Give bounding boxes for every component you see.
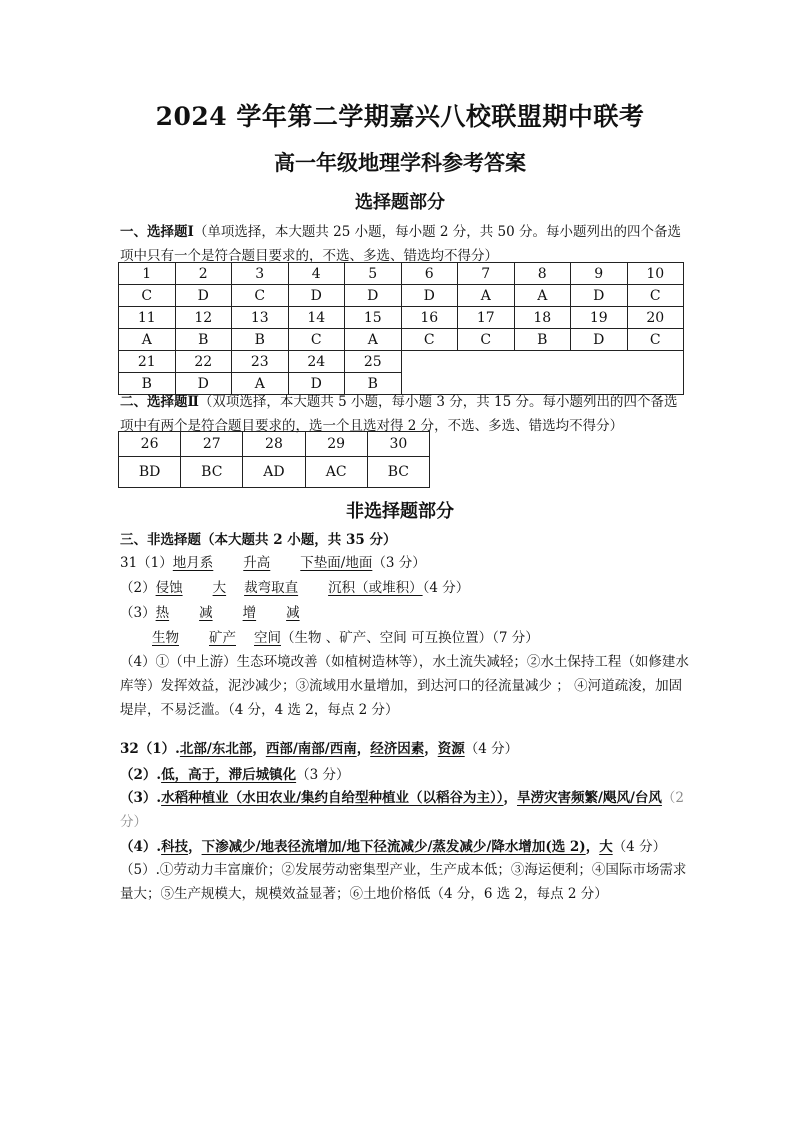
part1-label: 一、选择题Ⅰ (120, 224, 194, 240)
answer-cell: B (345, 373, 402, 395)
answer-row (119, 457, 430, 488)
document-subtitle: 高一年级地理学科参考答案 (274, 150, 526, 175)
answer-cell: D (175, 285, 232, 307)
q32-3-score: （2 分） (120, 790, 684, 830)
answer-cell: D (571, 285, 628, 307)
q32-1-answer-b: 西部/南部/西南 (265, 741, 357, 757)
q32-1-answer-d: 资源 (437, 741, 465, 757)
answer-cell: C (458, 329, 515, 351)
answer-cell: C (288, 329, 345, 351)
answer-cell: A (458, 285, 515, 307)
answer-cell: AD (243, 457, 305, 488)
question-number-cell: 17 (458, 307, 515, 329)
question-number-cell: 8 (514, 263, 571, 285)
q32-4-answer-b: 下渗减少/地表径流增加/地下径流减少/蒸发减少/降水增加(选 2) (201, 839, 586, 855)
answer-cell: C (232, 285, 289, 307)
answer-cell: D (571, 329, 628, 351)
q31-3-answer-b: 减 (199, 605, 213, 621)
q31-line2: （2）侵蚀 大 裁弯取直 沉积（或堆积）（4 分） (120, 580, 470, 596)
question-number-cell: 15 (345, 307, 402, 329)
question-number-cell: 25 (345, 351, 402, 373)
q32-4-answer-a: 科技 (161, 839, 189, 855)
question-number-cell: 10 (627, 263, 684, 285)
question-number-cell: 4 (288, 263, 345, 285)
q31-line1: 31（1）地月系 升高 下垫面/地面（3 分） (120, 555, 426, 571)
question-number-cell: 3 (232, 263, 289, 285)
question-number-cell: 11 (119, 307, 176, 329)
q32-4-answer-c: 大 (599, 839, 613, 855)
answer-cell: C (627, 329, 684, 351)
question-number-cell: 21 (119, 351, 176, 373)
answer-cell: C (119, 285, 176, 307)
q32-line2: （2）.低，高于，滞后城镇化（3 分） (120, 767, 350, 783)
part2-label: 二、选择题Ⅱ (120, 394, 199, 410)
q31-2-answer-a: 侵蚀 (155, 580, 183, 596)
q31-1-answer-b: 升高 (243, 555, 271, 571)
part2-text: （双项选择，本大题共 5 小题，每小题 3 分，共 15 分。每小题列出的四个备选项中有两个是符合题目要求的，选一个且选对得 2 分，不选、多选、错选均不得分） (120, 394, 678, 434)
q31-2-answer-c: 裁弯取直 (244, 580, 299, 596)
section-heading-nonchoice: 非选择题部分 (346, 501, 454, 522)
question-number-cell: 1 (119, 263, 176, 285)
q32-line5: （5）.①劳动力丰富廉价；②发展劳动密集型产业，生产成本低；③海运便利；④国际市场需求量大；⑤生产规模大，规模效益显著；⑥土地价格低（4 分，6 选 2，每点 2 分） (120, 862, 687, 902)
part1-instructions (120, 220, 690, 268)
q32-line4: （4）.科技，下渗减少/地表径流增加/地下径流减少/蒸发减少/降水增加(选 2)，大（4 分） (120, 839, 667, 855)
question-number-cell: 28 (243, 432, 305, 457)
q31-3-answer-c: 增 (242, 605, 257, 621)
question-number-row (119, 351, 684, 373)
question-number-cell: 23 (232, 351, 289, 373)
question-number-cell: 26 (119, 432, 181, 457)
q31-3-answer-e: 生物 (152, 630, 179, 646)
question-number-row (119, 432, 430, 457)
answer-cell: B (514, 329, 571, 351)
q31-3-answer-a: 热 (155, 605, 170, 621)
answer-row (119, 285, 684, 307)
question-number-cell: 27 (181, 432, 243, 457)
answer-cell: C (627, 285, 684, 307)
answer-cell: BD (119, 457, 181, 488)
q31-2-answer-d: 沉积（或堆积） (328, 580, 423, 596)
question-number-cell: 12 (175, 307, 232, 329)
answer-cell: A (345, 329, 402, 351)
section-heading-choice: 选择题部分 (355, 192, 445, 213)
answer-row (119, 329, 684, 351)
q32-3-answer-b: 旱涝灾害频繁/飓风/台风 (517, 790, 662, 806)
question-number-cell: 20 (627, 307, 684, 329)
question-number-cell: 13 (232, 307, 289, 329)
answer-cell: D (345, 285, 402, 307)
q32-1-answer-a: 北部/东北部 (179, 741, 253, 757)
q31-line5: （4）①（中上游）生态环境改善（如植树造林等），水土流失减轻；②水土保持工程（如修建水库等）发挥效益，泥沙减少；③流域用水量增加，到达河口的径流量减少 ； ④河道疏浚，加固堤岸，不易泛滥。（4 分，4 选 2，每点 2 分） (120, 654, 689, 718)
question-number-cell: 5 (345, 263, 402, 285)
empty-cell (401, 351, 684, 395)
document-title: 2024 学年第二学期嘉兴八校联盟期中联考 (155, 102, 645, 131)
q31-1-answer-a: 地月系 (172, 555, 214, 571)
question-number-cell: 19 (571, 307, 628, 329)
q31-3-answer-g: 空间 (254, 630, 281, 646)
q31-3-answer-f: 矿产 (209, 630, 236, 646)
question-number-cell: 30 (367, 432, 429, 457)
question-number-cell: 22 (175, 351, 232, 373)
answer-cell: AC (305, 457, 367, 488)
question-number-cell: 16 (401, 307, 458, 329)
answer-cell: D (288, 373, 345, 395)
question-number-row (119, 307, 684, 329)
question-number-cell: 18 (514, 307, 571, 329)
question-number-cell: 2 (175, 263, 232, 285)
answer-cell: C (401, 329, 458, 351)
answer-cell: D (288, 285, 345, 307)
q32-line3: （3）.水稻种植业（水田农业/集约自给型种植业（以稻谷为主）），旱涝灾害频繁/飓风/台风（2 分） (120, 790, 684, 830)
question-number-cell: 14 (288, 307, 345, 329)
q31-2-answer-b: 大 (212, 580, 227, 596)
answer-table-1 (118, 262, 684, 395)
q31-line4: 生物 矿产 空间（生物 、矿产、空间 可互换位置）（7 分） (152, 630, 539, 646)
answer-cell: B (232, 329, 289, 351)
part1-text: （单项选择，本大题共 25 小题，每小题 2 分，共 50 分。每小题列出的四个备选项中只有一个是符合题目要求的，不选、多选、错选均不得分） (120, 224, 682, 264)
question-number-cell: 6 (401, 263, 458, 285)
answer-cell: B (175, 329, 232, 351)
question-number-cell: 7 (458, 263, 515, 285)
question-number-cell: 29 (305, 432, 367, 457)
q31-3-answer-d: 减 (286, 605, 300, 621)
question-number-cell: 24 (288, 351, 345, 373)
section2-intro: 三、非选择题（本大题共 2 小题，共 35 分） (120, 532, 397, 548)
answer-cell: BC (181, 457, 243, 488)
answer-cell: D (401, 285, 458, 307)
answer-cell: A (119, 329, 176, 351)
q31-1-answer-c: 下垫面/地面 (300, 555, 373, 571)
answer-cell: A (514, 285, 571, 307)
q31-line3: （3）热 减 增 减 (120, 605, 300, 621)
answer-cell: A (232, 373, 289, 395)
answer-cell: BC (367, 457, 429, 488)
answer-cell: B (119, 373, 176, 395)
q32-line1: 32（1）.北部/东北部，西部/南部/西南，经济因素，资源（4 分） (120, 741, 519, 757)
answer-table-2 (118, 431, 430, 488)
question-number-row (119, 263, 684, 285)
q32-3-answer-a: 水稻种植业（水田农业/集约自给型种植业（以稻谷为主）） (161, 790, 504, 806)
answer-cell: D (175, 373, 232, 395)
question-number-cell: 9 (571, 263, 628, 285)
q32-2-answer: 低，高于，滞后城镇化 (161, 767, 297, 783)
q32-1-answer-c: 经济因素 (370, 741, 425, 757)
